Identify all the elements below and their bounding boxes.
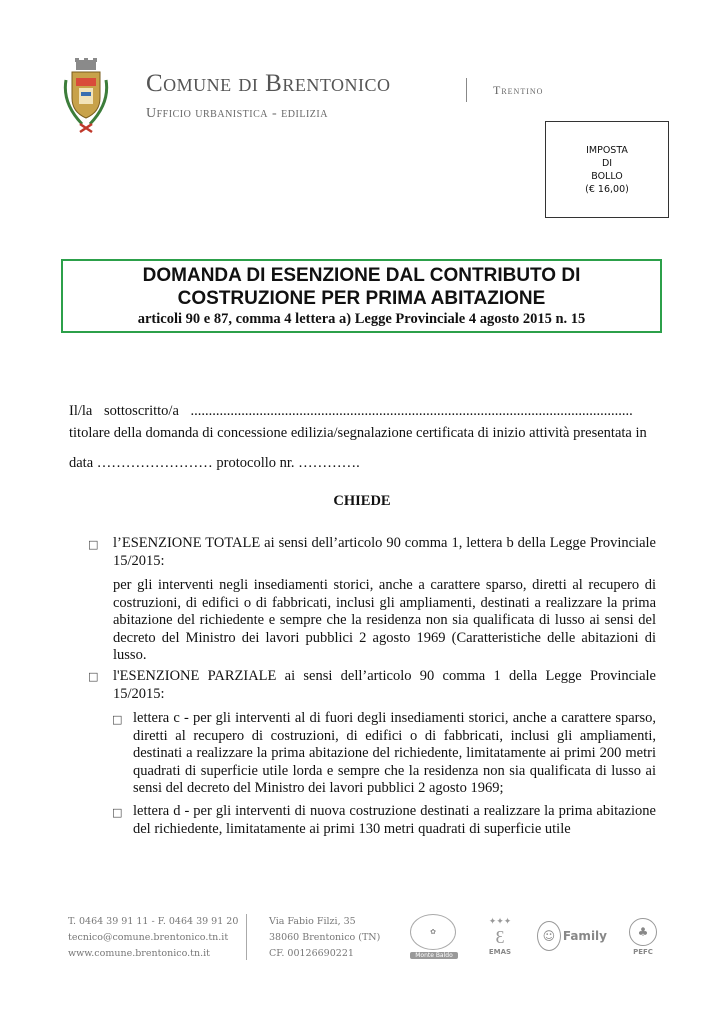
footer-cf: CF. 00126690221: [269, 948, 354, 959]
flower-icon: ✿: [410, 914, 456, 950]
stamp-line-1: IMPOSTA: [586, 144, 628, 156]
title-line-2: COSTRUZIONE PER PRIMA ABITAZIONE: [177, 288, 546, 309]
footer-phone: T. 0464 39 91 11 - F. 0464 39 91 20: [68, 916, 239, 927]
footer-divider: [246, 914, 247, 960]
emas-e-icon: Ɛ: [495, 927, 505, 947]
partial-exemption-checkbox[interactable]: □: [88, 670, 99, 683]
header-divider: [466, 78, 467, 102]
title-line-1: DOMANDA DI ESENZIONE DAL CONTRIBUTO DI: [142, 265, 581, 286]
park-logo-label: Monte Baldo: [410, 952, 458, 959]
family-icon: ☺: [537, 921, 561, 951]
footer-street: Via Fabio Filzi, 35: [269, 916, 356, 927]
title-box: [61, 259, 662, 333]
tree-icon: ♣: [629, 918, 657, 946]
footer-city: 38060 Brentonico (TN): [269, 932, 381, 943]
footer-contacts: [68, 914, 243, 962]
footer-email[interactable]: tecnico@comune.brentonico.tn.it: [68, 932, 229, 943]
stamp-line-3: BOLLO: [591, 170, 623, 182]
letter-d-checkbox[interactable]: □: [112, 806, 123, 819]
letter-d-description: lettera d - per gli interventi di nuova costruzione destinati a realizzare la prima abitazione del richiedente, limitatamente ai primi 130 metri quadrati di superficie utile: [133, 803, 656, 837]
total-exemption-label: l’ESENZIONE TOTALE ai sensi dell’articolo 90 comma 1, lettera b della Legge Provinciale 15/2015:: [113, 535, 656, 569]
emas-label: EMAS: [488, 948, 512, 956]
letter-c-description: lettera c - per gli interventi al di fuori degli insediamenti storici, anche a carattere sparso, diretti al recupero di costruzioni, di edifici o di fabbricati, inclusi gli ampliamenti, destinati a realizzare la prima abitazione del richiedente, limitatamente ai primi 200 metri quadrati di superficie utile lorda e sempre che la residenza non sia qualificata di lusso ai sensi del decreto del Ministro dei lavori pubblici 2 agosto 1969;: [133, 710, 656, 796]
organization-name: Comune di Brentonico: [146, 70, 391, 97]
office-label: Ufficio urbanistica - edilizia: [146, 106, 328, 121]
family-label: Family: [562, 929, 607, 943]
total-exemption-description: per gli interventi negli insediamenti storici, anche a carattere sparso, diretti al recupero di costruzioni, di edifici o di fabbricati, inclusi gli ampliamenti, destinati a realizzare la prima abitazione del richiedente e sempre che la residenza non sia qualificata di lusso ai sensi del decreto del Ministro dei lavori pubblici 2 agosto 1969 (Caratteristiche delle abitazioni di lusso.: [113, 577, 656, 663]
region-label: Trentino: [493, 83, 544, 97]
footer-address: [269, 914, 399, 962]
stars-icon: ✦✦✦: [488, 916, 512, 926]
applicant-name-line[interactable]: Il/la sottoscritto/a ..........................................................................................................................: [69, 403, 633, 419]
park-logo: [410, 914, 458, 958]
title-subtitle: articoli 90 e 87, comma 4 lettera a) Legge Provinciale 4 agosto 2015 n. 15: [137, 311, 586, 327]
application-holder-line: titolare della domanda di concessione edilizia/segnalazione certificata di inizio attività presentata in: [69, 425, 647, 441]
revenue-stamp-box: [545, 121, 669, 218]
family-logo: [537, 920, 607, 952]
stamp-line-2: DI: [601, 157, 613, 169]
coat-of-arms-icon: [62, 58, 110, 138]
total-exemption-checkbox[interactable]: □: [88, 538, 99, 551]
request-heading: CHIEDE: [333, 493, 391, 509]
pefc-logo: [626, 918, 660, 956]
stamp-line-4: (€ 16,00): [585, 183, 629, 195]
letter-c-checkbox[interactable]: □: [112, 713, 123, 726]
pefc-label: PEFC: [633, 948, 653, 956]
partial-exemption-label: l'ESENZIONE PARZIALE ai sensi dell’articolo 90 comma 1 della Legge Provinciale 15/2015:: [113, 668, 656, 702]
emas-logo: [482, 916, 518, 956]
date-protocol-line[interactable]: data …………………… protocollo nr. ………….: [69, 455, 360, 471]
footer-web[interactable]: www.comune.brentonico.tn.it: [68, 948, 210, 959]
